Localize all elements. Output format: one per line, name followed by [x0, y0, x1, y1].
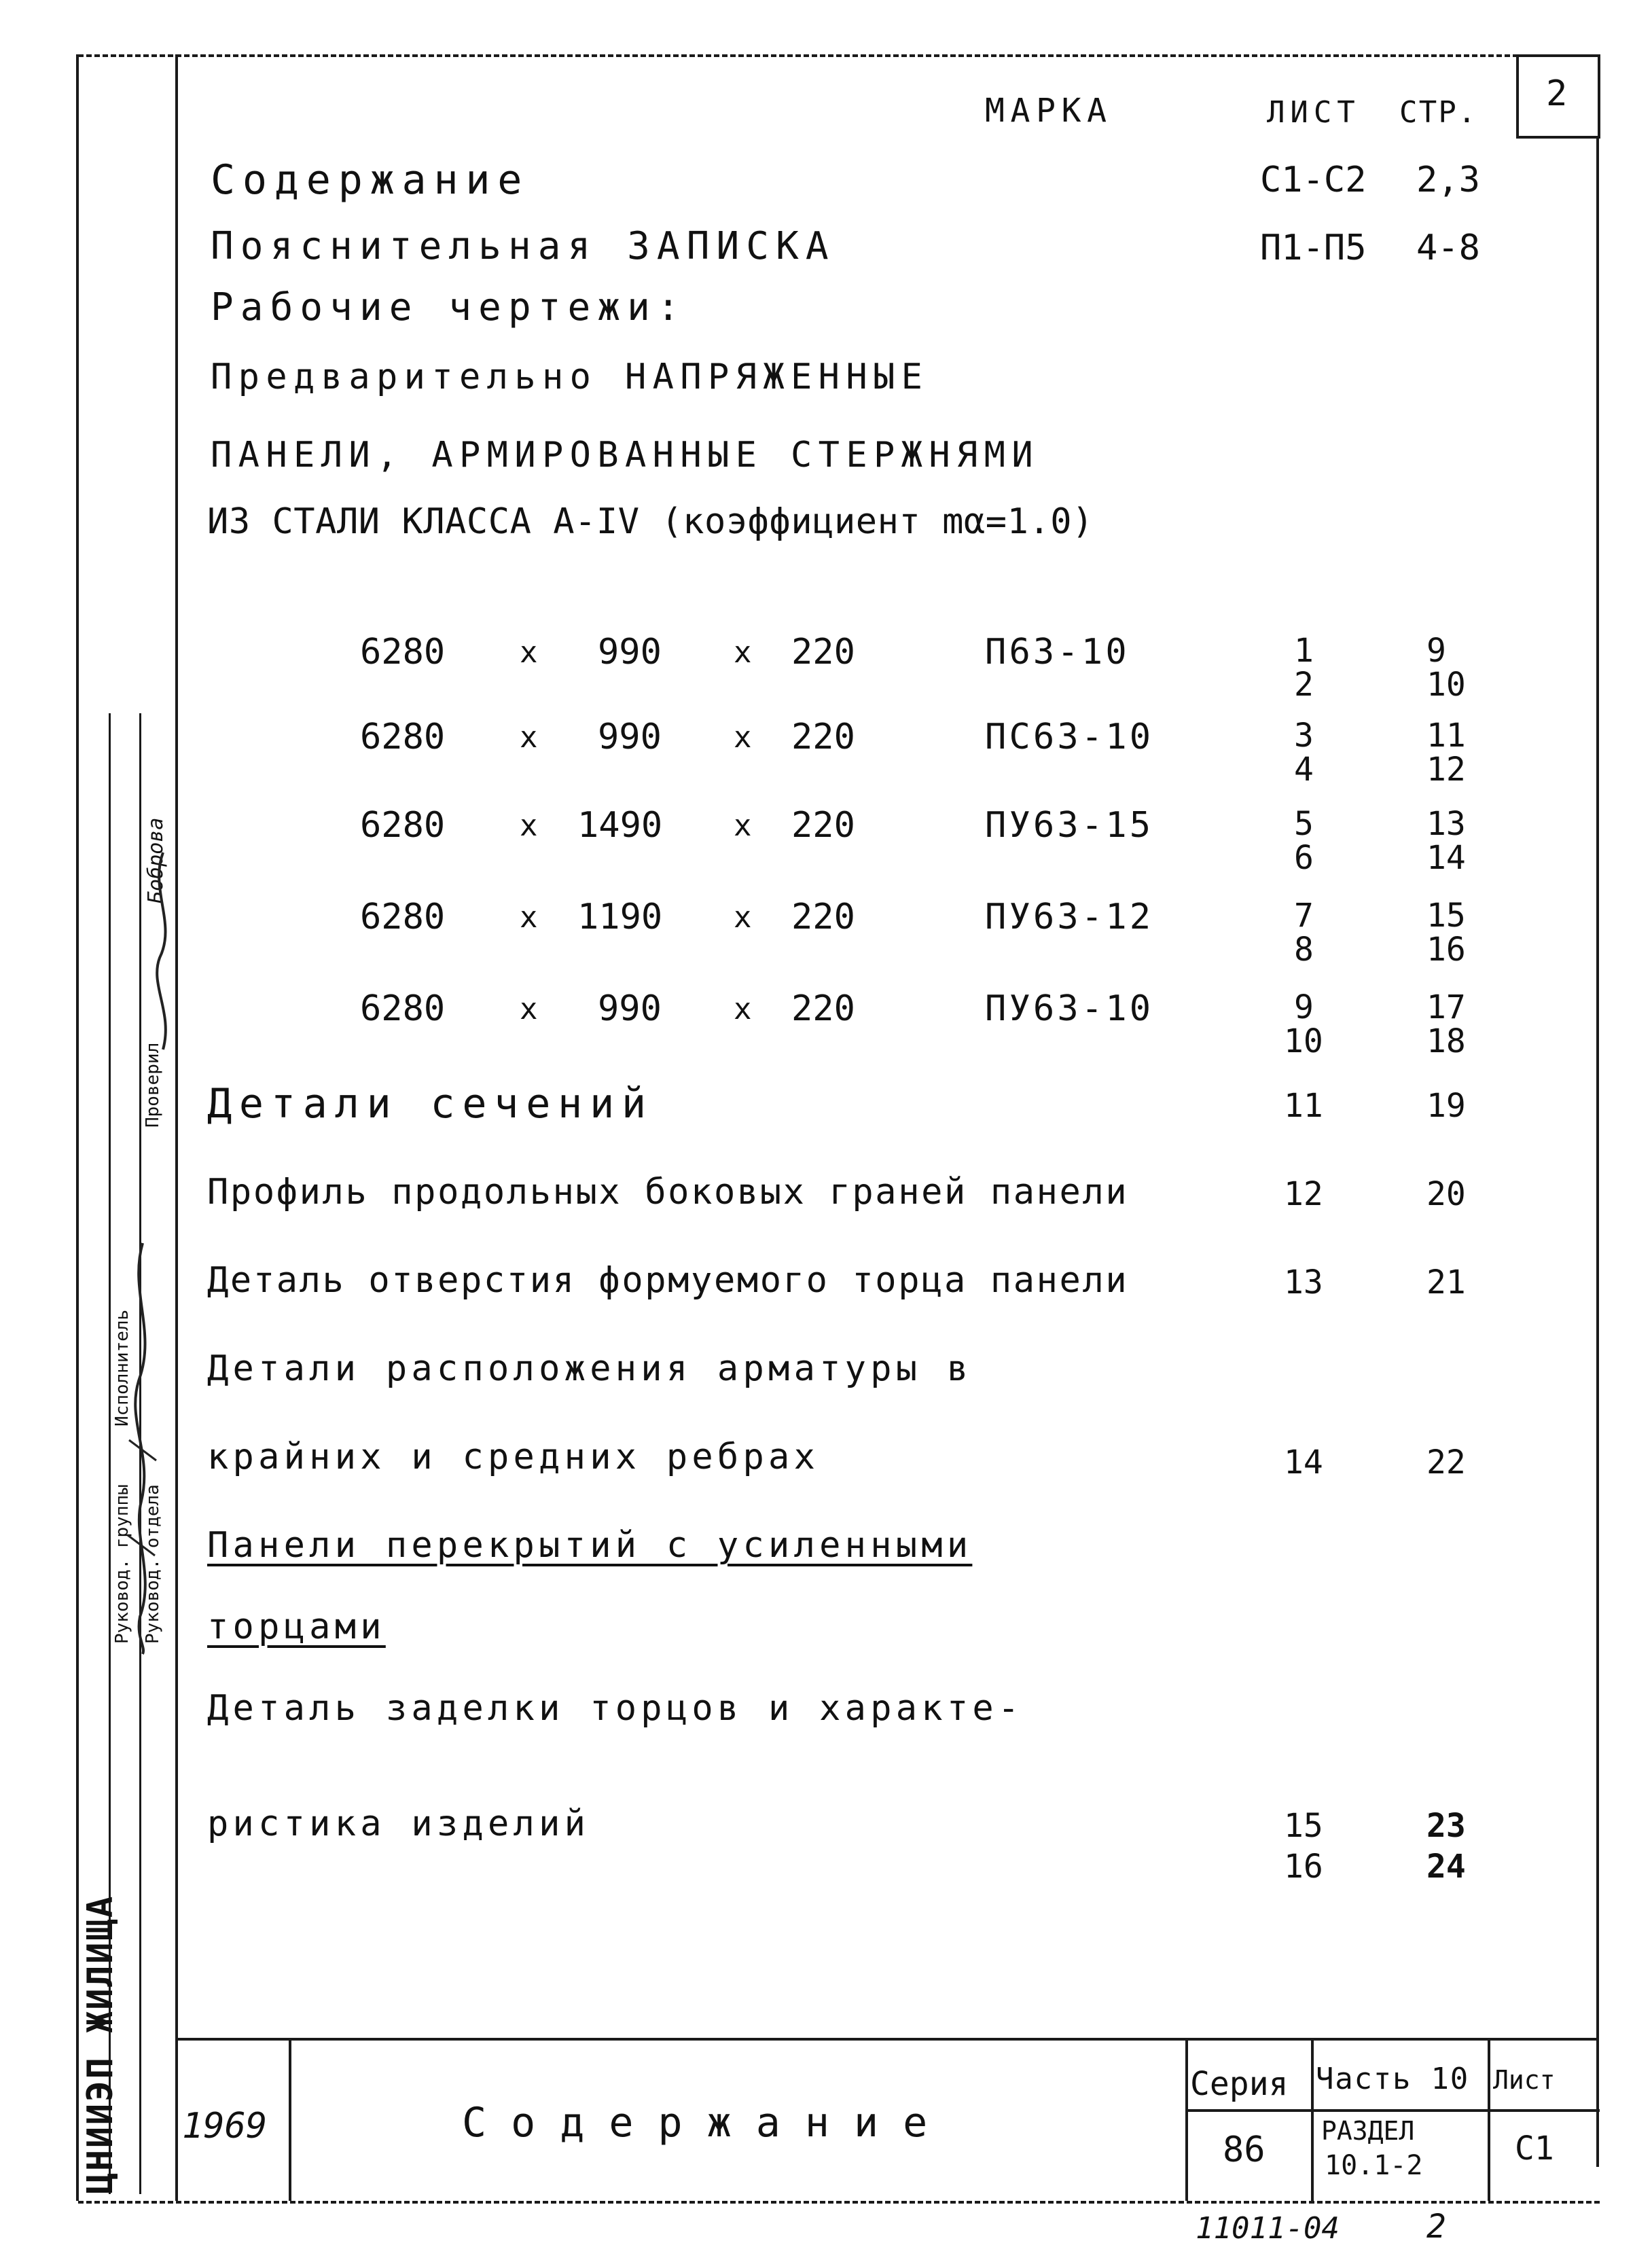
panel-length: 6280	[360, 897, 446, 937]
ends-line: Деталь заделки торцов и характе-	[207, 1688, 1024, 1729]
title-block-divider	[1185, 2038, 1188, 2201]
panel-page: 18	[1426, 1022, 1466, 1060]
panel-width: 990	[598, 632, 662, 672]
left-inner-border	[175, 54, 178, 2201]
toc-page: 4-8	[1416, 228, 1480, 268]
panel-width: 1190	[577, 897, 663, 937]
toc-title: Пояснительная ЗАПИСКА	[211, 224, 836, 268]
detail-sheet: 13	[1284, 1263, 1323, 1301]
panel-length: 6280	[360, 632, 446, 672]
panel-height: 220	[791, 988, 855, 1029]
panel-width: 990	[598, 717, 662, 757]
stamp-org: ЦНИИЭП ЖИЛИЩА	[80, 1895, 121, 2194]
title-block-year: 1969	[182, 2106, 268, 2147]
panel-sheet: 5	[1294, 805, 1314, 843]
panel-sheet: 7	[1294, 897, 1314, 935]
title-block-divider	[289, 2038, 291, 2201]
ends-line: ристика изделий	[207, 1803, 590, 1844]
page-number-box	[1516, 54, 1600, 139]
panel-width: 990	[598, 988, 662, 1029]
left-outer-border	[76, 54, 79, 2201]
panel-page: 10	[1426, 666, 1466, 704]
times-sign: x	[734, 635, 752, 670]
section-label: РАЗДЕЛ	[1321, 2116, 1415, 2146]
panel-marka: ПУ63-15	[985, 805, 1154, 846]
detail-title: крайних и средних ребрах	[207, 1437, 820, 1477]
panel-length: 6280	[360, 717, 446, 757]
panel-sheet: 3	[1294, 717, 1314, 755]
description-line: Предварительно НАПРЯЖЕННЫЕ	[211, 357, 929, 397]
toc-title: Содержание	[211, 156, 530, 204]
panel-height: 220	[791, 717, 855, 757]
panel-page: 9	[1426, 632, 1446, 670]
detail-page: 20	[1426, 1175, 1466, 1213]
detail-page: 22	[1426, 1443, 1466, 1482]
inventory-number: 11011-04	[1196, 2211, 1340, 2246]
title-block-divider	[1488, 2038, 1490, 2201]
page-number: 2	[1546, 73, 1568, 114]
header-page: СТР.	[1399, 95, 1477, 130]
panel-page: 16	[1426, 931, 1466, 969]
detail-sheet: 14	[1284, 1443, 1323, 1482]
part-label: Часть 10	[1316, 2062, 1470, 2096]
times-sign: x	[734, 992, 752, 1026]
sheet-label: Лист	[1493, 2065, 1556, 2095]
section-title: Рабочие чертежи:	[211, 285, 687, 329]
panel-height: 220	[791, 897, 855, 937]
series-value: 86	[1223, 2130, 1265, 2170]
description-line: ПАНЕЛИ, АРМИРОВАННЫЕ СТЕРЖНЯМИ	[211, 435, 1039, 475]
times-sign: x	[734, 720, 752, 755]
title-block-divider	[1185, 2109, 1600, 2112]
signature-image	[115, 1236, 170, 1657]
toc-page: 2,3	[1416, 160, 1480, 200]
panel-sheet: 2	[1294, 666, 1314, 704]
ends-sheet: 15	[1284, 1807, 1323, 1845]
signature-image	[143, 849, 183, 1053]
panel-sheet: 4	[1294, 751, 1314, 789]
reinforced-heading: торцами	[207, 1606, 386, 1647]
times-sign: x	[520, 900, 538, 935]
stamp-role: Руковод. группы	[112, 1484, 132, 1644]
top-border	[78, 54, 1600, 57]
reinforced-heading: Панели перекрытий с усиленными	[207, 1525, 973, 1566]
times-sign: x	[734, 900, 752, 935]
bottom-border	[78, 2201, 1600, 2204]
stamp-role: Руковод. отдела	[143, 1484, 163, 1644]
detail-sheet: 12	[1284, 1175, 1323, 1213]
detail-page: 21	[1426, 1263, 1466, 1301]
header-sheet: ЛИСТ	[1267, 95, 1361, 130]
toc-sheet: П1-П5	[1260, 228, 1367, 268]
stamp-role: Исполнитель	[112, 1309, 132, 1426]
panel-sheet: 8	[1294, 931, 1314, 969]
description-line: ИЗ СТАЛИ КЛАССА А-IV (коэффициент mα=1.0)	[207, 501, 1094, 542]
times-sign: x	[520, 720, 538, 755]
times-sign: x	[520, 808, 538, 843]
times-sign: x	[520, 992, 538, 1026]
ends-page: 23	[1426, 1807, 1466, 1845]
panel-page: 15	[1426, 897, 1466, 935]
footer-page: 2	[1426, 2208, 1446, 2246]
panel-marka: ПС63-10	[985, 717, 1154, 757]
toc-sheet: С1-С2	[1260, 160, 1367, 200]
right-border	[1596, 136, 1599, 2167]
panel-page: 12	[1426, 751, 1466, 789]
stamp-signature-name: Боброва	[144, 817, 168, 903]
detail-sheet: 11	[1284, 1087, 1323, 1125]
times-sign: x	[520, 635, 538, 670]
header-marka: МАРКА	[985, 92, 1113, 130]
series-label: Серия	[1190, 2065, 1289, 2103]
title-block-top	[175, 2038, 1599, 2041]
panel-page: 13	[1426, 805, 1466, 843]
panel-sheet: 9	[1294, 988, 1314, 1026]
panel-width: 1490	[577, 805, 663, 846]
times-sign: x	[734, 808, 752, 843]
panel-marka: П63-10	[985, 632, 1130, 672]
panel-marka: ПУ63-12	[985, 897, 1154, 937]
panel-page: 17	[1426, 988, 1466, 1026]
section-value: 10.1-2	[1325, 2150, 1423, 2181]
panel-height: 220	[791, 805, 855, 846]
title-block-title: Содержание	[462, 2099, 952, 2147]
detail-title: Детали сечений	[207, 1080, 653, 1128]
panel-page: 14	[1426, 839, 1466, 877]
ends-sheet: 16	[1284, 1848, 1323, 1886]
detail-title: Профиль продольных боковых граней панели	[207, 1172, 1129, 1213]
detail-title: Деталь отверстия формуемого торца панели	[207, 1260, 1129, 1301]
stamp-role: Проверил	[143, 1042, 163, 1128]
panel-sheet: 1	[1294, 632, 1314, 670]
panel-sheet: 6	[1294, 839, 1314, 877]
panel-page: 11	[1426, 717, 1466, 755]
ends-page: 24	[1426, 1848, 1466, 1886]
panel-marka: ПУ63-10	[985, 988, 1154, 1029]
panel-height: 220	[791, 632, 855, 672]
panel-sheet: 10	[1284, 1022, 1323, 1060]
detail-title: Детали расположения арматуры в	[207, 1348, 973, 1389]
panel-length: 6280	[360, 805, 446, 846]
title-block-divider	[1311, 2038, 1314, 2201]
sheet-value: С1	[1515, 2130, 1554, 2168]
detail-page: 19	[1426, 1087, 1466, 1125]
panel-length: 6280	[360, 988, 446, 1029]
